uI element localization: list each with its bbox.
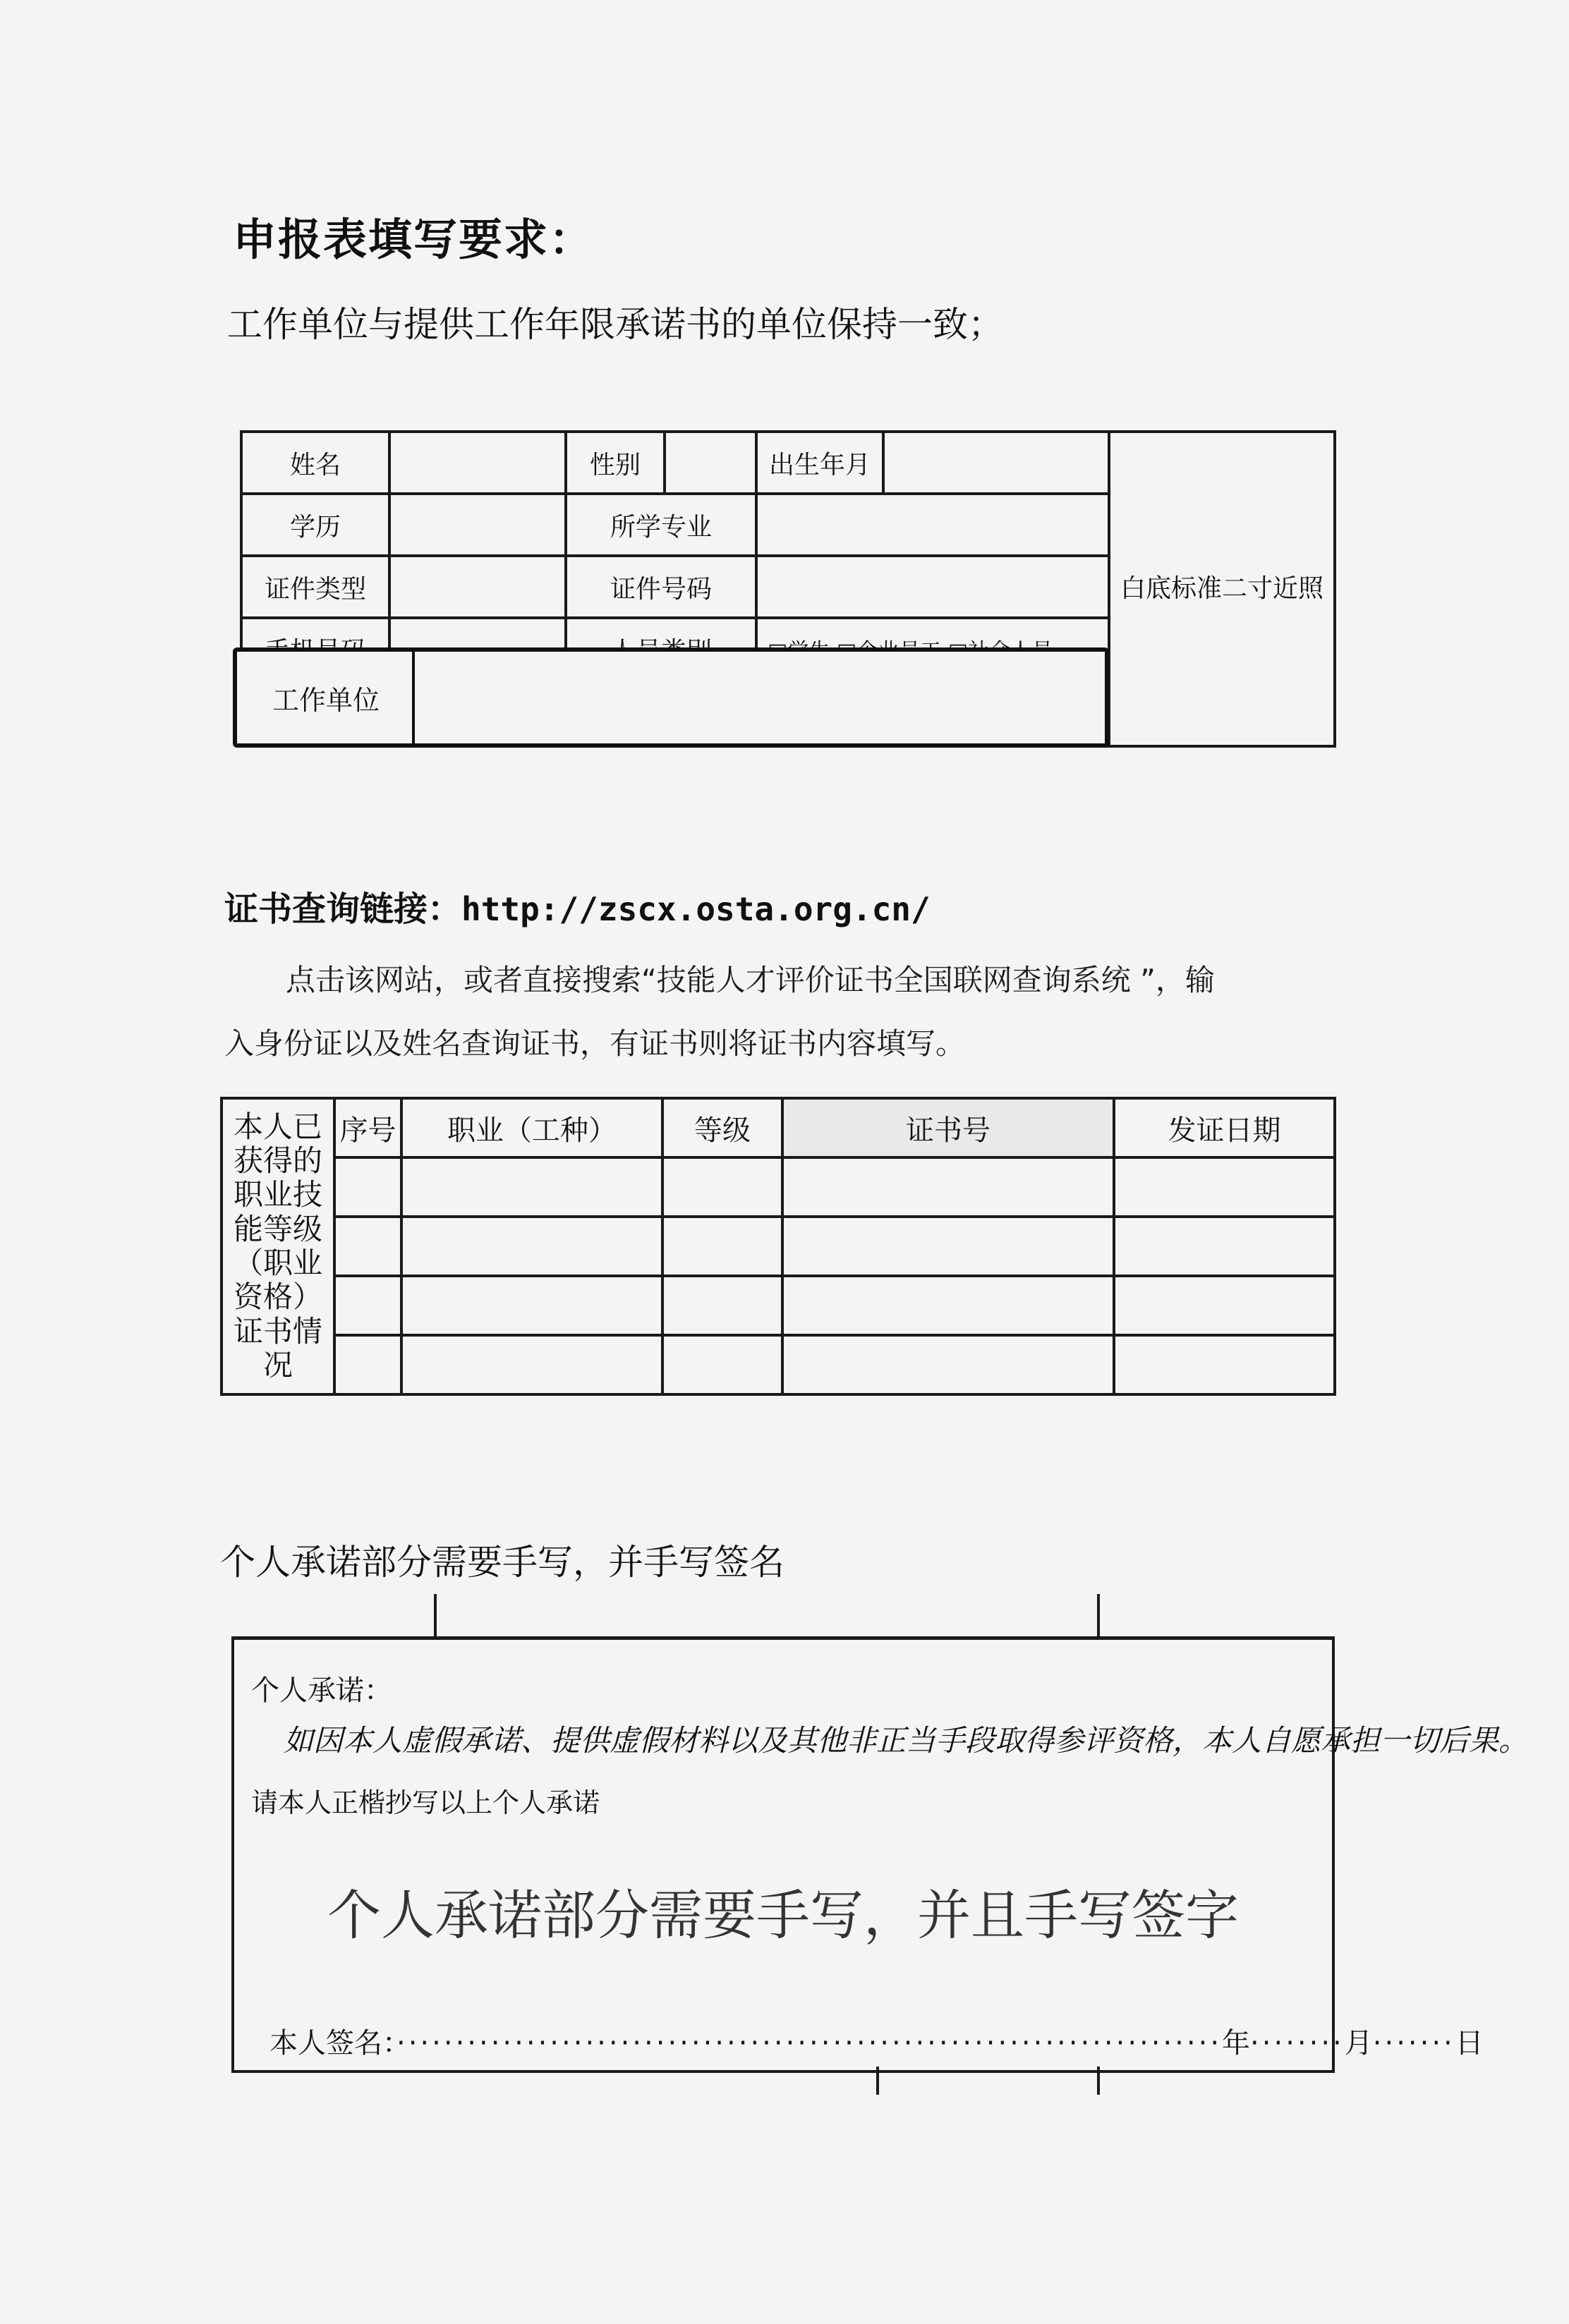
signature-label: 本人签名： bbox=[269, 2027, 396, 2060]
signature-field[interactable]: ······································································ bbox=[396, 2027, 1223, 2060]
work-unit-note: 工作单位与提供工作年限承诺书的单位保持一致； bbox=[227, 304, 1003, 345]
header-index: 序号 bbox=[334, 1098, 401, 1157]
year-label: 年 bbox=[1222, 2027, 1251, 2060]
cell-level[interactable] bbox=[662, 1217, 782, 1276]
instruction-line-1: 点击该网站，或者直接搜索“技能人才评价证书全国联网查询系统 ”，输 bbox=[286, 963, 1215, 997]
cell-issue-date[interactable] bbox=[1114, 1157, 1335, 1217]
id-type-field[interactable] bbox=[389, 556, 566, 618]
certificate-table bbox=[220, 1097, 1336, 1396]
table-row bbox=[222, 1335, 1335, 1394]
cert-query-link[interactable]: http://zscx.osta.org.cn/ bbox=[461, 890, 931, 928]
header-occupation: 职业（工种） bbox=[401, 1098, 662, 1157]
table-tick bbox=[1097, 1594, 1100, 1636]
handwrite-overlay: 个人承诺部分需要手写，并且手写签字 bbox=[327, 1884, 1239, 1947]
page-heading: 申报表填写要求： bbox=[233, 214, 595, 265]
table-row bbox=[222, 1217, 1335, 1276]
table-row bbox=[222, 1157, 1335, 1217]
name-label: 姓名 bbox=[241, 432, 389, 494]
copy-instruction: 请本人正楷抄写以上个人承诺 bbox=[251, 1787, 600, 1818]
work-unit-label: 工作单位 bbox=[272, 684, 380, 716]
photo-cell: 白底标准二寸近照 bbox=[1109, 432, 1335, 746]
commit-text: 如因本人虚假承诺、提供虚假材料以及其他非正当手段取得参评资格，本人自愿承担一切后果。 bbox=[284, 1723, 1529, 1758]
header-level: 等级 bbox=[662, 1098, 782, 1157]
cell-level[interactable] bbox=[662, 1335, 782, 1394]
id-type-label: 证件类型 bbox=[241, 556, 389, 618]
cell-issue-date[interactable] bbox=[1114, 1335, 1335, 1394]
name-field[interactable] bbox=[389, 432, 566, 494]
handwrite-note: 个人承诺部分需要手写，并手写签名 bbox=[220, 1542, 784, 1583]
major-field[interactable] bbox=[756, 494, 1109, 556]
gender-field[interactable] bbox=[665, 432, 756, 494]
cell-index[interactable] bbox=[334, 1276, 401, 1335]
commitment-box bbox=[231, 1636, 1529, 2073]
cell-level[interactable] bbox=[662, 1157, 782, 1217]
month-label: 月 bbox=[1344, 2027, 1373, 2060]
cell-issue-date[interactable] bbox=[1114, 1276, 1335, 1335]
table-tick bbox=[876, 2067, 879, 2095]
cell-issue-date[interactable] bbox=[1114, 1217, 1335, 1276]
cert-row-title: 本人已获得的职业技能等级（职业资格）证书情况 bbox=[222, 1098, 334, 1394]
cell-index[interactable] bbox=[334, 1157, 401, 1217]
table-row bbox=[222, 1276, 1335, 1335]
birth-field[interactable] bbox=[883, 432, 1109, 494]
education-field[interactable] bbox=[389, 494, 566, 556]
header-cert-number: 证书号 bbox=[782, 1098, 1114, 1157]
table-tick bbox=[1097, 2067, 1100, 2095]
day-label: 日 bbox=[1455, 2027, 1484, 2060]
gender-label: 性别 bbox=[566, 432, 665, 494]
cell-occupation[interactable] bbox=[401, 1157, 662, 1217]
id-number-label: 证件号码 bbox=[566, 556, 756, 618]
day-field[interactable]: ······· bbox=[1372, 2027, 1455, 2060]
table-tick bbox=[434, 1594, 437, 1636]
link-label: 证书查询链接： bbox=[224, 889, 462, 929]
cell-index[interactable] bbox=[334, 1335, 401, 1394]
cell-occupation[interactable] bbox=[401, 1335, 662, 1394]
cell-cert-number[interactable] bbox=[782, 1335, 1114, 1394]
birth-label: 出生年月 bbox=[756, 432, 883, 494]
cert-query-line bbox=[224, 882, 931, 930]
cell-level[interactable] bbox=[662, 1276, 782, 1335]
cell-cert-number[interactable] bbox=[782, 1157, 1114, 1217]
id-number-field[interactable] bbox=[756, 556, 1109, 618]
cell-cert-number[interactable] bbox=[782, 1276, 1114, 1335]
education-label: 学历 bbox=[241, 494, 389, 556]
month-field[interactable]: ········ bbox=[1250, 2027, 1345, 2060]
work-unit-highlight bbox=[233, 647, 1109, 748]
cell-cert-number[interactable] bbox=[782, 1217, 1114, 1276]
instruction-line-2: 入身份证以及姓名查询证书，有证书则将证书内容填写。 bbox=[224, 1026, 966, 1061]
commit-title: 个人承诺： bbox=[251, 1674, 392, 1707]
header-issue-date: 发证日期 bbox=[1114, 1098, 1335, 1157]
major-label: 所学专业 bbox=[566, 494, 756, 556]
cell-occupation[interactable] bbox=[401, 1276, 662, 1335]
cell-index[interactable] bbox=[334, 1217, 401, 1276]
work-unit-field[interactable] bbox=[415, 652, 1105, 743]
cell-occupation[interactable] bbox=[401, 1217, 662, 1276]
signature-line bbox=[269, 2021, 1484, 2061]
